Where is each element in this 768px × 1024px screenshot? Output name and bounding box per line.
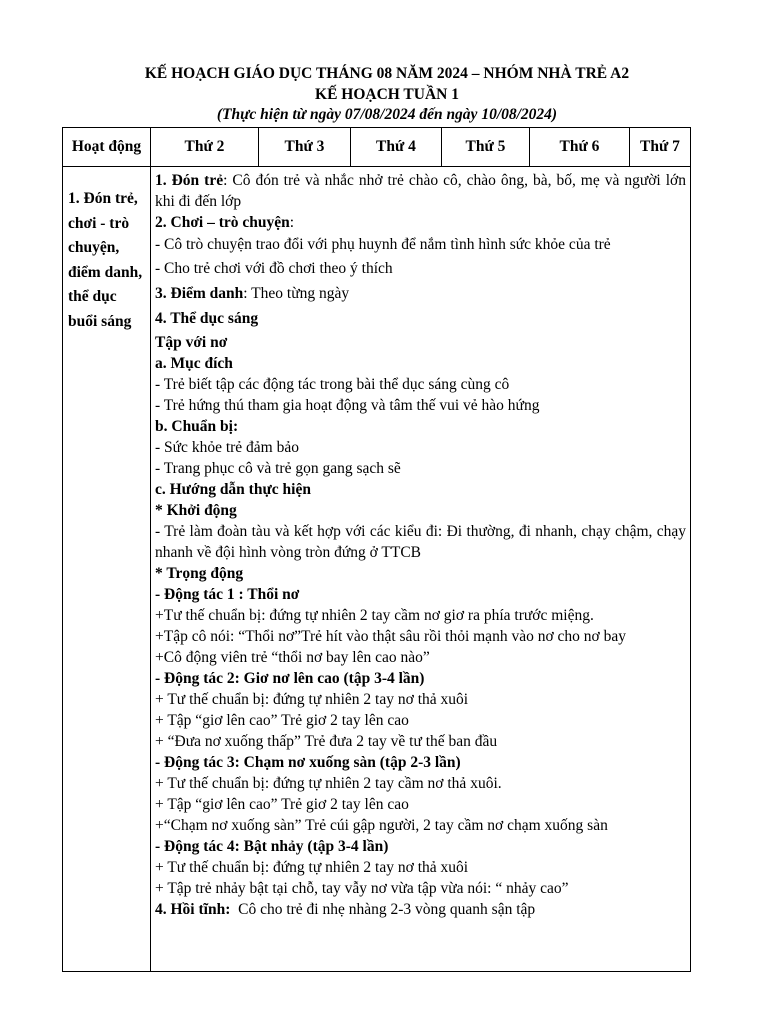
header-day: Thứ 5	[442, 128, 530, 167]
header-day: Thứ 3	[259, 128, 351, 167]
content-line: 2. Chơi – trò chuyện:	[155, 214, 295, 231]
content-line: - Trang phục cô và trẻ gọn gang sạch sẽ	[155, 460, 401, 477]
exercise-heading: - Động tác 2: Giơ nơ lên cao (tập 3-4 lần)	[155, 670, 425, 687]
subsection-heading: * Khởi động	[155, 502, 237, 519]
content-paragraph: 1. Đón trẻ: Cô đón trẻ và nhắc nhở trẻ chào cô, chào ông, bà, bố, mẹ và người lớn khi đi đến lớp	[155, 172, 686, 210]
content-line: +Cô động viên trẻ “thổi nơ bay lên cao nào”	[155, 649, 430, 666]
document-period: (Thực hiện từ ngày 07/08/2024 đến ngày 10/08/2024)	[216, 106, 558, 123]
subsection-heading: a. Mục đích	[155, 355, 233, 372]
table-header-row	[63, 128, 691, 167]
section-heading: 1. Đón trẻ	[155, 172, 224, 189]
document-title: KẾ HOẠCH GIÁO DỤC THÁNG 08 NĂM 2024 – NHÓM NHÀ TRẺ A2	[144, 65, 630, 82]
table-row	[63, 167, 691, 972]
header-day: Thứ 6	[530, 128, 630, 167]
document-subtitle: KẾ HOẠCH TUẦN 1	[315, 86, 459, 103]
activity-content	[151, 167, 691, 972]
content-line: + Tư thế chuẩn bị: đứng tự nhiên 2 tay nơ thả xuôi	[155, 691, 469, 708]
header-day: Thứ 4	[351, 128, 442, 167]
header-day: Thứ 7	[630, 128, 691, 167]
content-line: + Tư thế chuẩn bị: đứng tự nhiên 2 tay cầm nơ thả xuôi.	[155, 775, 502, 792]
section-heading: 4. Thể dục sáng	[155, 310, 259, 327]
section-heading: 4. Hồi tĩnh:	[155, 901, 231, 918]
activity-label: 1. Đón trẻ, chơi - trò chuyện, điểm danh, thể dục buổi sáng	[63, 167, 151, 972]
content-line: +Tư thế chuẩn bị: đứng tự nhiên 2 tay cầm nơ giơ ra phía trước miệng.	[155, 607, 594, 624]
exercise-heading: - Động tác 4: Bật nhảy (tập 3-4 lần)	[155, 838, 389, 855]
section-heading: 3. Điểm danh	[155, 285, 244, 302]
content-line: - Trẻ biết tập các động tác trong bài thể dục sáng cùng cô	[155, 376, 510, 393]
exercise-heading: - Động tác 1 : Thổi nơ	[155, 586, 300, 603]
content-line: - Cô trò chuyện trao đổi với phụ huynh để nắm tình hình sức khỏe của trẻ	[155, 236, 611, 253]
content-line: + Tập “giơ lên cao” Trẻ giơ 2 tay lên cao	[155, 712, 409, 729]
content-paragraph: +Tập cô nói: “Thổi nơ”Trẻ hít vào thật sâu rồi thỏi mạnh vào nơ cho nơ bay	[155, 628, 626, 645]
content-line: - Sức khỏe trẻ đảm bảo	[155, 439, 299, 456]
content-line: + Tập trẻ nhảy bật tại chỗ, tay vẫy nơ vừa tập vừa nói: “ nhảy cao”	[155, 880, 569, 897]
content-line: - Trẻ hứng thú tham gia hoạt động và tâm thế vui vẻ hào hứng	[155, 397, 540, 414]
plan-table	[62, 127, 691, 972]
content-line: 3. Điểm danh: Theo từng ngày	[155, 285, 350, 302]
content-paragraph: - Trẻ làm đoàn tàu và kết hợp với các kiểu đi: Đi thường, đi nhanh, chạy chậm, chạy nhanh về đội hình vòng tròn đứng ở TTCB	[155, 523, 686, 561]
exercise-heading: - Động tác 3: Chạm nơ xuống sàn (tập 2-3 lần)	[155, 754, 461, 771]
content-line: 4. Hồi tĩnh: Cô cho trẻ đi nhẹ nhàng 2-3 vòng quanh sận tập	[155, 901, 536, 918]
section-heading: 2. Chơi – trò chuyện	[155, 214, 290, 231]
header-day: Thứ 2	[151, 128, 259, 167]
subsection-heading: c. Hướng dẫn thực hiện	[155, 481, 311, 498]
subsection-heading: * Trọng động	[155, 565, 244, 582]
content-line: + “Đưa nơ xuống thấp” Trẻ đưa 2 tay về tư thế ban đầu	[155, 733, 498, 750]
header-activity: Hoạt động	[63, 128, 151, 167]
content-line: +“Chạm nơ xuống sàn” Trẻ cúi gập người, 2 tay cầm nơ chạm xuống sàn	[155, 817, 608, 834]
content-line: - Cho trẻ chơi với đồ chơi theo ý thích	[155, 260, 393, 277]
content-line: + Tư thế chuẩn bị: đứng tự nhiên 2 tay nơ thả xuôi	[155, 859, 469, 876]
subsection-heading: Tập với nơ	[155, 334, 228, 351]
subsection-heading: b. Chuẩn bị:	[155, 418, 239, 435]
content-line: + Tập “giơ lên cao” Trẻ giơ 2 tay lên cao	[155, 796, 409, 813]
